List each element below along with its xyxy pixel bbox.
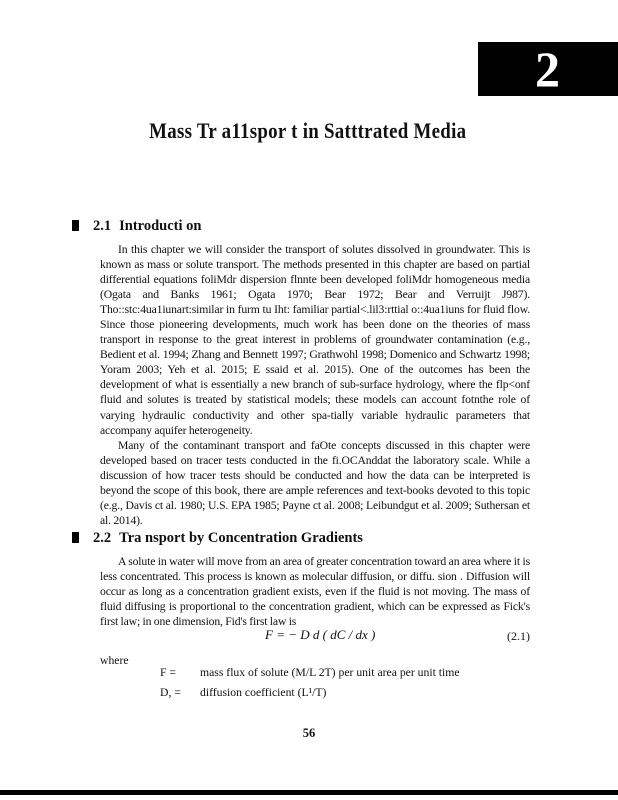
equation-expression: F = − D d ( dC / dx ) [265,627,376,642]
definition-text: mass flux of solute (M/L 2T) per unit area per unit time [200,666,460,679]
definition-symbol: F = [160,666,177,679]
section-heading-2-2 [72,530,363,547]
paragraph: Many of the contaminant transport and faOte concepts discussed in this chapter were developed based on tracer tests conducted in the fi.OCAnddat the laboratory scale. While a discussion of how tracer tests should be conducted and how the data can be interpreted is beyond the scope of this book, there are ample references and text-books devoted to this topic (e.g., Davis ct al. 1980; U.S. EPA 1985; Payne ct al. 2008; Leibundgut et al. 2009; Suthersan et al. 2014). [100,438,530,527]
section-number: 2.2 [93,530,112,546]
section-bullet-icon [72,532,79,543]
section-number: 2.1 [93,218,112,234]
equation-number: (2.1) [507,629,530,643]
where-label: where [100,654,129,667]
section-2-1-body [100,242,530,528]
section-title: Introducti on [119,218,202,234]
chapter-number-box [478,42,618,96]
section-title: Tra nsport by Concentration Gradients [119,530,363,546]
footer-rule [0,790,618,795]
chapter-title: Mass Tr a11spor t in Satttrated Media [149,118,467,143]
section-2-2-body [100,554,530,629]
paragraph: A solute in water will move from an area of greater concentration toward an area where it is less concentrated. This process is known as molecular diffusion, or diffu. sion . Diffusion will occur as long as a concentration gradient exists, even if the fluid is not moving. The mass of fluid diffusing is proportional to the concentration gradient, which can be expressed as Fick's first law; in one dimension, Fid's first law is [100,555,530,629]
equation-2-1 [100,627,530,645]
definition-row [160,686,326,699]
paragraph: In this chapter we will consider the transport of solutes dissolved in groundwater. This is known as mass or solute transport. The methods presented in this chapter are based on partial differential equations foliMdr dispersion flnnte been developed foliMdr homogeneous media (Ogata and Banks 1961; Ogata 1970; Bear 1972; Bear and Verruijt J987). Tho::stc:4ua1iunart:similar in furm tu Iht: familiar partial<.lil3:rttial o::4ua1iuns for fluid flow. Since those pioneering developments, much work has been done on the theories of mass transport in response to the great interest in problems of groundwater contamination (e.g., Bedient et al. 1994; Zhang and Bennett 1997; Grathwohl 1998; Domenico and Schwartz 1998; Yoram 2003; Yeh et al. 2015; E ssaid et al. 2015). One of the outcomes has been the development of what is essentially a new branch of sub-surface hydrology, where the flp<onf fluid and solutes is treated by statistical models; these models can account fotnthe role of varying hydraulic conductivity and other spa-tially variable hydraulic parameters that accompany aquifer heterogeneity. [100,243,530,437]
section-bullet-icon [72,220,79,231]
definition-symbol: D, = [160,686,181,699]
chapter-number: 2 [535,41,561,97]
definition-text: diffusion coefficient (L¹/T) [200,686,327,699]
definition-row [160,666,460,679]
page-number: 56 [302,726,316,740]
section-heading-2-1 [72,218,201,235]
